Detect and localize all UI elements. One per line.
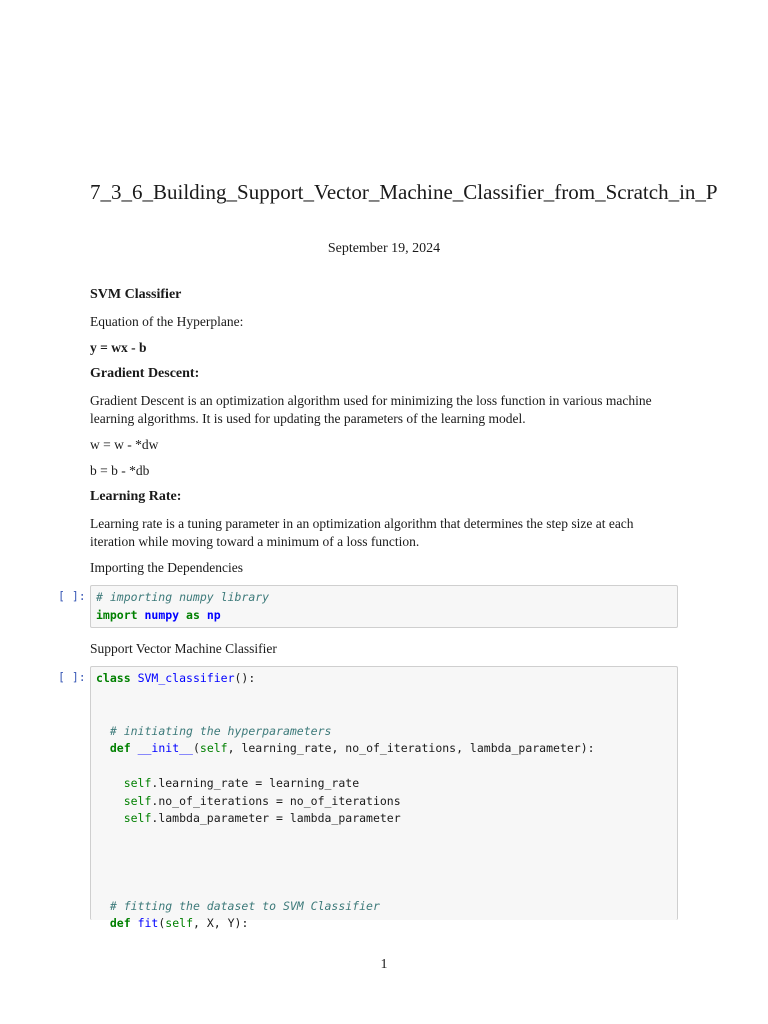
document-title: 7_3_6_Building_Support_Vector_Machine_Classifier_from_Scratch_in_P <box>90 180 718 204</box>
code-keyword: def <box>109 741 131 755</box>
code-comment: # fitting the dataset to SVM Classifier <box>109 898 380 913</box>
hyperplane-label: Equation of the Hyperplane: <box>90 314 244 329</box>
svm-classifier-label: Support Vector Machine Classifier <box>90 641 277 656</box>
code-text: , learning_rate, no_of_iterations, lambda_parameter): <box>227 741 595 755</box>
gradient-descent-heading: Gradient Descent: <box>90 366 200 381</box>
b-update-equation: b = b - *db <box>90 463 150 478</box>
notebook-content <box>58 286 678 932</box>
learning-rate-text: Learning rate is a tuning parameter in an optimization algorithm that determines the step size at each iteration while moving toward a minimum of a loss function. <box>90 516 634 549</box>
code-text: ( <box>192 741 200 755</box>
code-comment: # initiating the hyperparameters <box>109 723 332 738</box>
cell-prompt: [ ]: <box>58 589 86 603</box>
document-date: September 19, 2024 <box>327 241 441 256</box>
page-number: 1 <box>380 957 388 972</box>
code-alias: np <box>206 607 221 622</box>
code-text: (): <box>234 671 256 685</box>
gradient-descent-text: Gradient Descent is an optimization algorithm used for minimizing the loss function in various machine learning algorithms. It is used for updating the parameters of the learning model. <box>90 393 652 426</box>
code-text: , X, Y): <box>193 916 249 930</box>
code-keyword: def <box>109 916 131 930</box>
code-editor[interactable] <box>90 585 678 628</box>
learning-rate-heading: Learning Rate: <box>90 489 182 504</box>
code-keyword: class <box>96 671 131 685</box>
code-function-name: __init__ <box>137 741 193 755</box>
code-class-name: SVM_classifier <box>137 671 235 685</box>
code-comment: # importing numpy library <box>96 590 270 604</box>
code-text: .learning_rate = learning_rate <box>151 776 360 790</box>
code-module: numpy <box>144 607 180 622</box>
svm-heading: SVM Classifier <box>90 287 182 302</box>
dependencies-label: Importing the Dependencies <box>90 560 243 575</box>
code-cell-imports[interactable] <box>58 585 678 628</box>
code-keyword: as <box>186 607 200 622</box>
code-keyword: import <box>96 607 138 622</box>
code-function-name: fit <box>137 916 159 930</box>
cell-prompt: [ ]: <box>58 670 86 684</box>
code-self: self <box>123 811 152 825</box>
code-self: self <box>199 741 228 755</box>
code-cell-svm-class[interactable] <box>58 666 678 930</box>
hyperplane-equation: y = wx - b <box>90 340 147 355</box>
code-text: ( <box>158 916 166 930</box>
code-text: .no_of_iterations = no_of_iterations <box>151 793 401 808</box>
code-self: self <box>123 793 152 808</box>
code-self: self <box>165 916 193 930</box>
code-self: self <box>123 776 152 790</box>
w-update-equation: w = w - *dw <box>90 437 159 452</box>
code-text: .lambda_parameter = lambda_parameter <box>151 811 401 825</box>
code-editor[interactable] <box>90 666 678 930</box>
